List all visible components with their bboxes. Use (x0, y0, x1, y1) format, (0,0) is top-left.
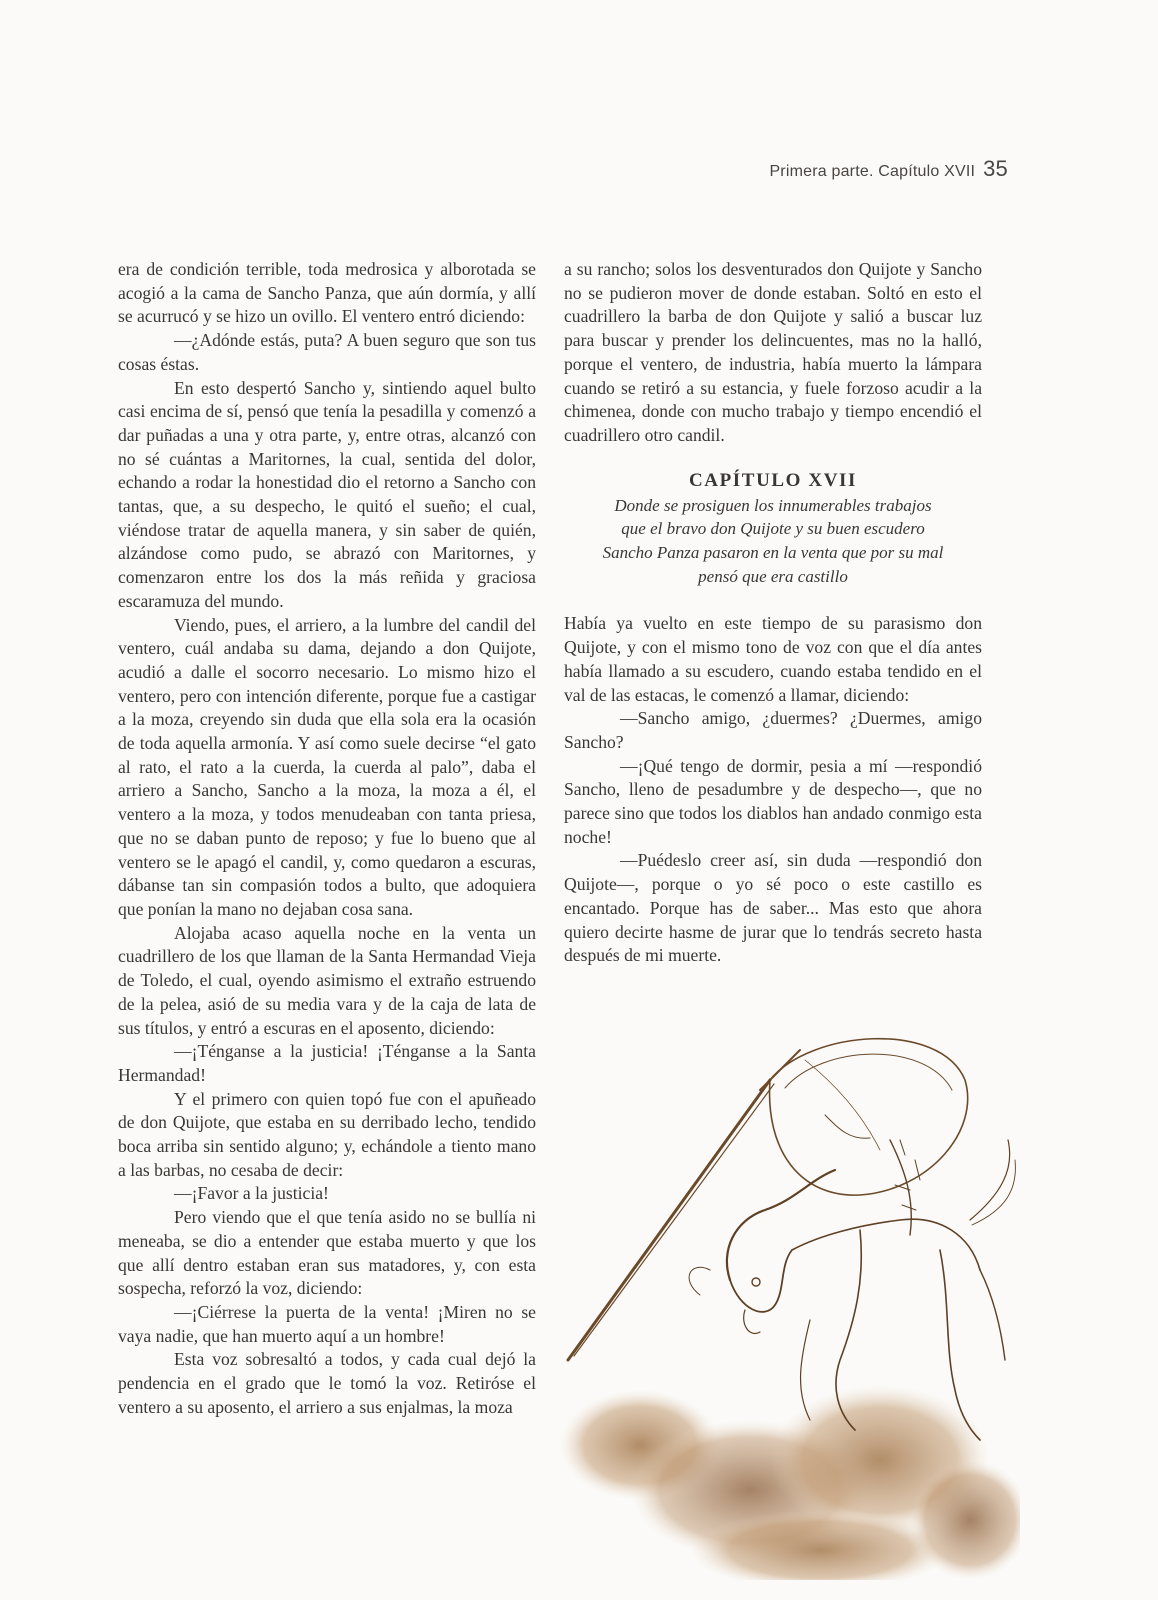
paragraph: a su rancho; solos los desventurados don Quijote y Sancho no se pudieron mover de donde estaban. Soltó en esto el cuadrillero la barba de don Quijote y salió a buscar luz para buscar y prender los delincuentes, mas no la halló, porque el ventero, de industria, había muerto la lámpara cuando se retiró a su estancia, y fuele forzoso acudir a la chimenea, donde con mucho trabajo y tiempo encendió el cuadrillero otro candil. (564, 259, 982, 445)
chapter-title: CAPÍTULO XVII (688, 469, 858, 491)
chapter-subtitle-line: Donde se prosiguen los innumerables trabajos (614, 495, 932, 515)
paragraph: En esto despertó Sancho y, sintiendo aquel bulto casi encima de sí, pensó que tenía la pesadilla y comenzó a dar puñadas a una y otra parte, y, entre otras, alcanzó con no sé cuántas a Maritornes, la cual, sentida del dolor, echando a rodar la honestidad dio el retorno a Sancho con tantas, que, a su despecho, le quitó el sueño; el cual, viéndose tratar de aquella manera, y sin saber de quién, alzándose como pudo, se abrazó con Maritornes, y comenzaron entre los dos la más reñida y graciosa escaramuza del mundo. (118, 377, 536, 611)
don-quijote-illustration (560, 1020, 1020, 1580)
paragraph: —¡Ténganse a la justicia! ¡Ténganse a la Santa Hermandad! (118, 1041, 536, 1085)
paragraph: —Sancho amigo, ¿duermes? ¿Duermes, amigo Sancho? (564, 708, 982, 752)
paragraph: —¡Qué tengo de dormir, pesia a mí —respondió Sancho, lleno de pesadumbre y de despecho—, que no parece sino que todos los diablos han andado conmigo esta noche! (564, 755, 982, 847)
chapter-subtitle-line: que el bravo don Quijote y su buen escudero (621, 519, 925, 539)
lance-sketch (568, 1050, 800, 1360)
paragraph: —¿Adónde estás, puta? A buen seguro que son tus cosas éstas. (118, 330, 536, 374)
paragraph: Viendo, pues, el arriero, a la lumbre del candil del ventero, cuál andaba su dama, dejando a don Quijote, acudió a dalle el socorro necesario. Lo mismo hizo el ventero, pero con intención diferente, porque fue a castigar a la moza, creyendo sin duda que ella sola era la ocasión de toda aquella armonía. Y así como suele decirse “el gato al rato, el rato a la cuerda, la cuerda al palo”, daba el arriero a Sancho, Sancho a la moza, la moza a él, el ventero a la moza, y todos menudeaban con tanta priesa, que no se daban punto de reposo; y fue lo bueno que al ventero se le apagó el candil, y, como quedaron a escuras, dábanse tan sin compasión todos a bulto, que adoquiera que ponían la mano no dejaban cosa sana. (118, 614, 536, 919)
chapter-subtitle-line: pensó que era castillo (698, 566, 848, 586)
paragraph: Pero viendo que el que tenía asido no se bullía ni meneaba, se dio a entender que estaba muerto y que los que allí dentro estaban eran sus matadores, y, con esta sospecha, reforzó la voz, diciendo: (118, 1207, 536, 1299)
running-title: Primera parte. Capítulo XVII (769, 163, 976, 180)
paragraph: Alojaba acaso aquella noche en la venta un cuadrillero de los que llaman de la Santa Hermandad Vieja de Toledo, el cual, oyendo asimismo el extraño estruendo de la pelea, asió de su media vara y de la caja de lata de sus títulos, y entró a escuras en el aposento, diciendo: (118, 922, 536, 1038)
paragraph: Y el primero con quien topó fue con el apuñeado de don Quijote, que estaba en su derribado lecho, tendido boca arriba sin sentido alguno; y, echándole a tiento mano a las barbas, no cesaba de decir: (118, 1088, 536, 1180)
chapter-subtitle-line: Sancho Panza pasaron en la venta que por su mal (602, 543, 944, 563)
paragraph: Había ya vuelto en este tiempo de su parasismo don Quijote, y con el mismo tono de voz con que el día antes había llamado a su escudero, cuando estaba tendido en el val de las estacas, le comenzó a llamar, diciendo: (564, 613, 982, 705)
left-column (118, 258, 536, 1419)
paragraph: —¡Ciérrese la puerta de la venta! ¡Miren no se vaya nadie, que han muerto aquí a un hombre! (118, 1301, 536, 1346)
page-number: 35 (983, 156, 1008, 181)
paragraph: era de condición terrible, toda medrosica y alborotada se acogió a la cama de Sancho Panza, que aún dormía, y allí se acurrucó y se hizo un ovillo. El ventero entró diciendo: (118, 259, 536, 327)
running-head (769, 156, 1008, 182)
right-column (564, 258, 982, 968)
chapter-heading (564, 468, 982, 589)
paragraph: —¡Favor a la justicia! (174, 1183, 329, 1204)
paragraph: Esta voz sobresaltó a todos, y cada cual dejó la pendencia en el grado que le tomó la voz. Retiróse el ventero a su aposento, el arriero a sus enjalmas, la moza (118, 1349, 536, 1417)
shield-sketch (770, 1039, 968, 1195)
ink-wash-ground (560, 1385, 1020, 1580)
paragraph: —Puédeslo creer así, sin duda —respondió don Quijote—, porque o yo sé poco o este castillo es encantado. Porque has de saber... Mas esto que ahora quiero decirte hasme de jurar que lo tendrás secreto hasta después de mi muerte. (564, 850, 982, 966)
